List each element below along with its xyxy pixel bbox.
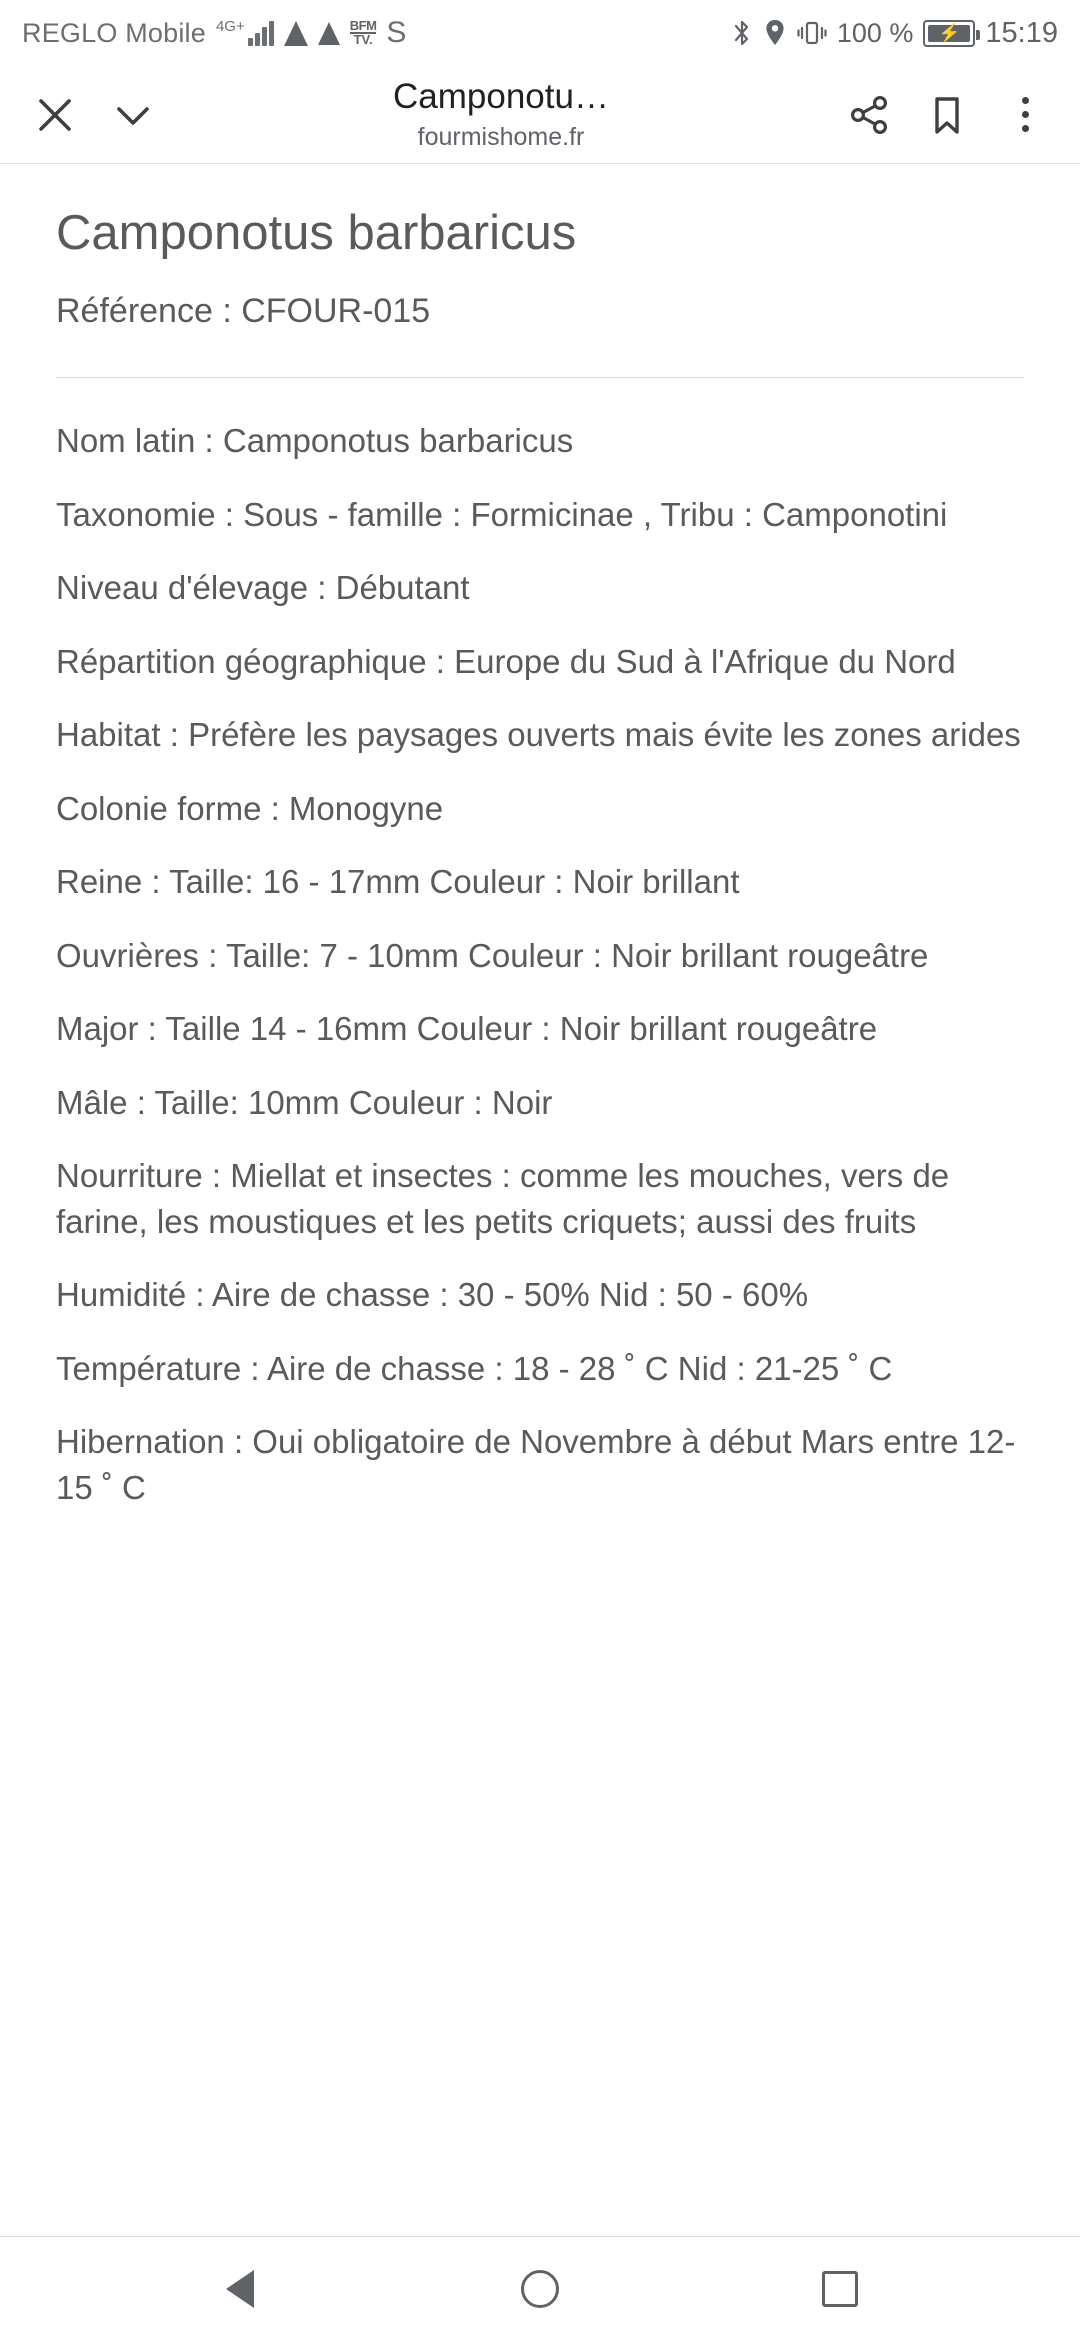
page-title-block[interactable] — [174, 76, 828, 154]
detail-line: Température : Aire de chasse : 18 - 28 ˚ C Nid : 21-25 ˚ C — [56, 1349, 893, 1387]
vibrate-icon — [797, 19, 827, 47]
more-options-icon[interactable] — [988, 78, 1062, 152]
detail-line: Humidité : Aire de chasse : 30 - 50% Nid : 50 - 60% — [56, 1276, 809, 1314]
divider — [56, 377, 1024, 378]
network-type-label: 4G+ — [215, 18, 245, 35]
signal-triangle-small-icon — [318, 22, 340, 45]
nav-back-button[interactable] — [195, 2244, 285, 2334]
detail-line: Nom latin : Camponotus barbaricus — [56, 421, 574, 459]
charging-bolt-icon: ⚡ — [938, 23, 961, 43]
carrier-label: REGLO Mobile — [22, 17, 206, 48]
signal-strength-icon — [216, 20, 274, 46]
s-app-icon: S — [386, 16, 407, 49]
detail-line: Nourriture : Miellat et insectes : comme les mouches, vers de farine, les moustiques et les petits criquets; aussi des fruits — [56, 1157, 950, 1240]
system-nav-bar — [0, 2236, 1080, 2340]
status-bar — [0, 0, 1080, 66]
detail-line: Niveau d'élevage : Débutant — [56, 569, 470, 607]
article-title: Camponotus barbaricus — [56, 206, 577, 260]
detail-line: Ouvrières : Taille: 7 - 10mm Couleur : Noir brillant rougeâtre — [56, 936, 929, 974]
bluetooth-icon — [731, 18, 753, 48]
page-title: Camponotu… — [393, 76, 609, 116]
detail-line: Mâle : Taille: 10mm Couleur : Noir — [56, 1083, 553, 1121]
browser-toolbar — [0, 66, 1080, 164]
detail-line: Répartition géographique : Europe du Sud à l'Afrique du Nord — [56, 642, 956, 680]
page-content — [0, 164, 1080, 2236]
location-icon — [763, 18, 787, 48]
detail-line: Habitat : Préfère les paysages ouverts mais évite les zones arides — [56, 716, 1021, 754]
signal-bars-icon — [248, 20, 274, 46]
status-bar-left — [22, 16, 731, 50]
detail-line: Reine : Taille: 16 - 17mm Couleur : Noir brillant — [56, 863, 740, 901]
bfm-tv-icon — [350, 20, 377, 46]
status-bar-right — [731, 17, 1058, 50]
bookmark-icon[interactable] — [910, 78, 984, 152]
nav-recents-button[interactable] — [795, 2244, 885, 2334]
clock-label: 15:19 — [985, 16, 1058, 49]
battery-icon — [923, 20, 975, 47]
detail-line: Colonie forme : Monogyne — [56, 789, 444, 827]
bfm-top-label: BFM — [349, 18, 377, 33]
battery-percent-label: 100 % — [836, 17, 914, 48]
detail-line: Major : Taille 14 - 16mm Couleur : Noir brillant rougeâtre — [56, 1010, 878, 1048]
signal-triangle-icon — [284, 21, 308, 46]
detail-line: Taxonomie : Sous - famille : Formicinae , Tribu : Camponotini — [56, 495, 948, 533]
detail-line: Hibernation : Oui obligatoire de Novembre à début Mars entre 12-15 ˚ C — [56, 1423, 1016, 1506]
share-icon[interactable] — [832, 78, 906, 152]
bfm-bottom-label: TV. — [350, 32, 377, 46]
page-host: fourmishome.fr — [417, 122, 585, 151]
close-icon[interactable] — [18, 78, 92, 152]
article-reference: Référence : CFOUR-015 — [56, 291, 431, 330]
nav-home-button[interactable] — [495, 2244, 585, 2334]
chevron-down-icon[interactable] — [96, 78, 170, 152]
